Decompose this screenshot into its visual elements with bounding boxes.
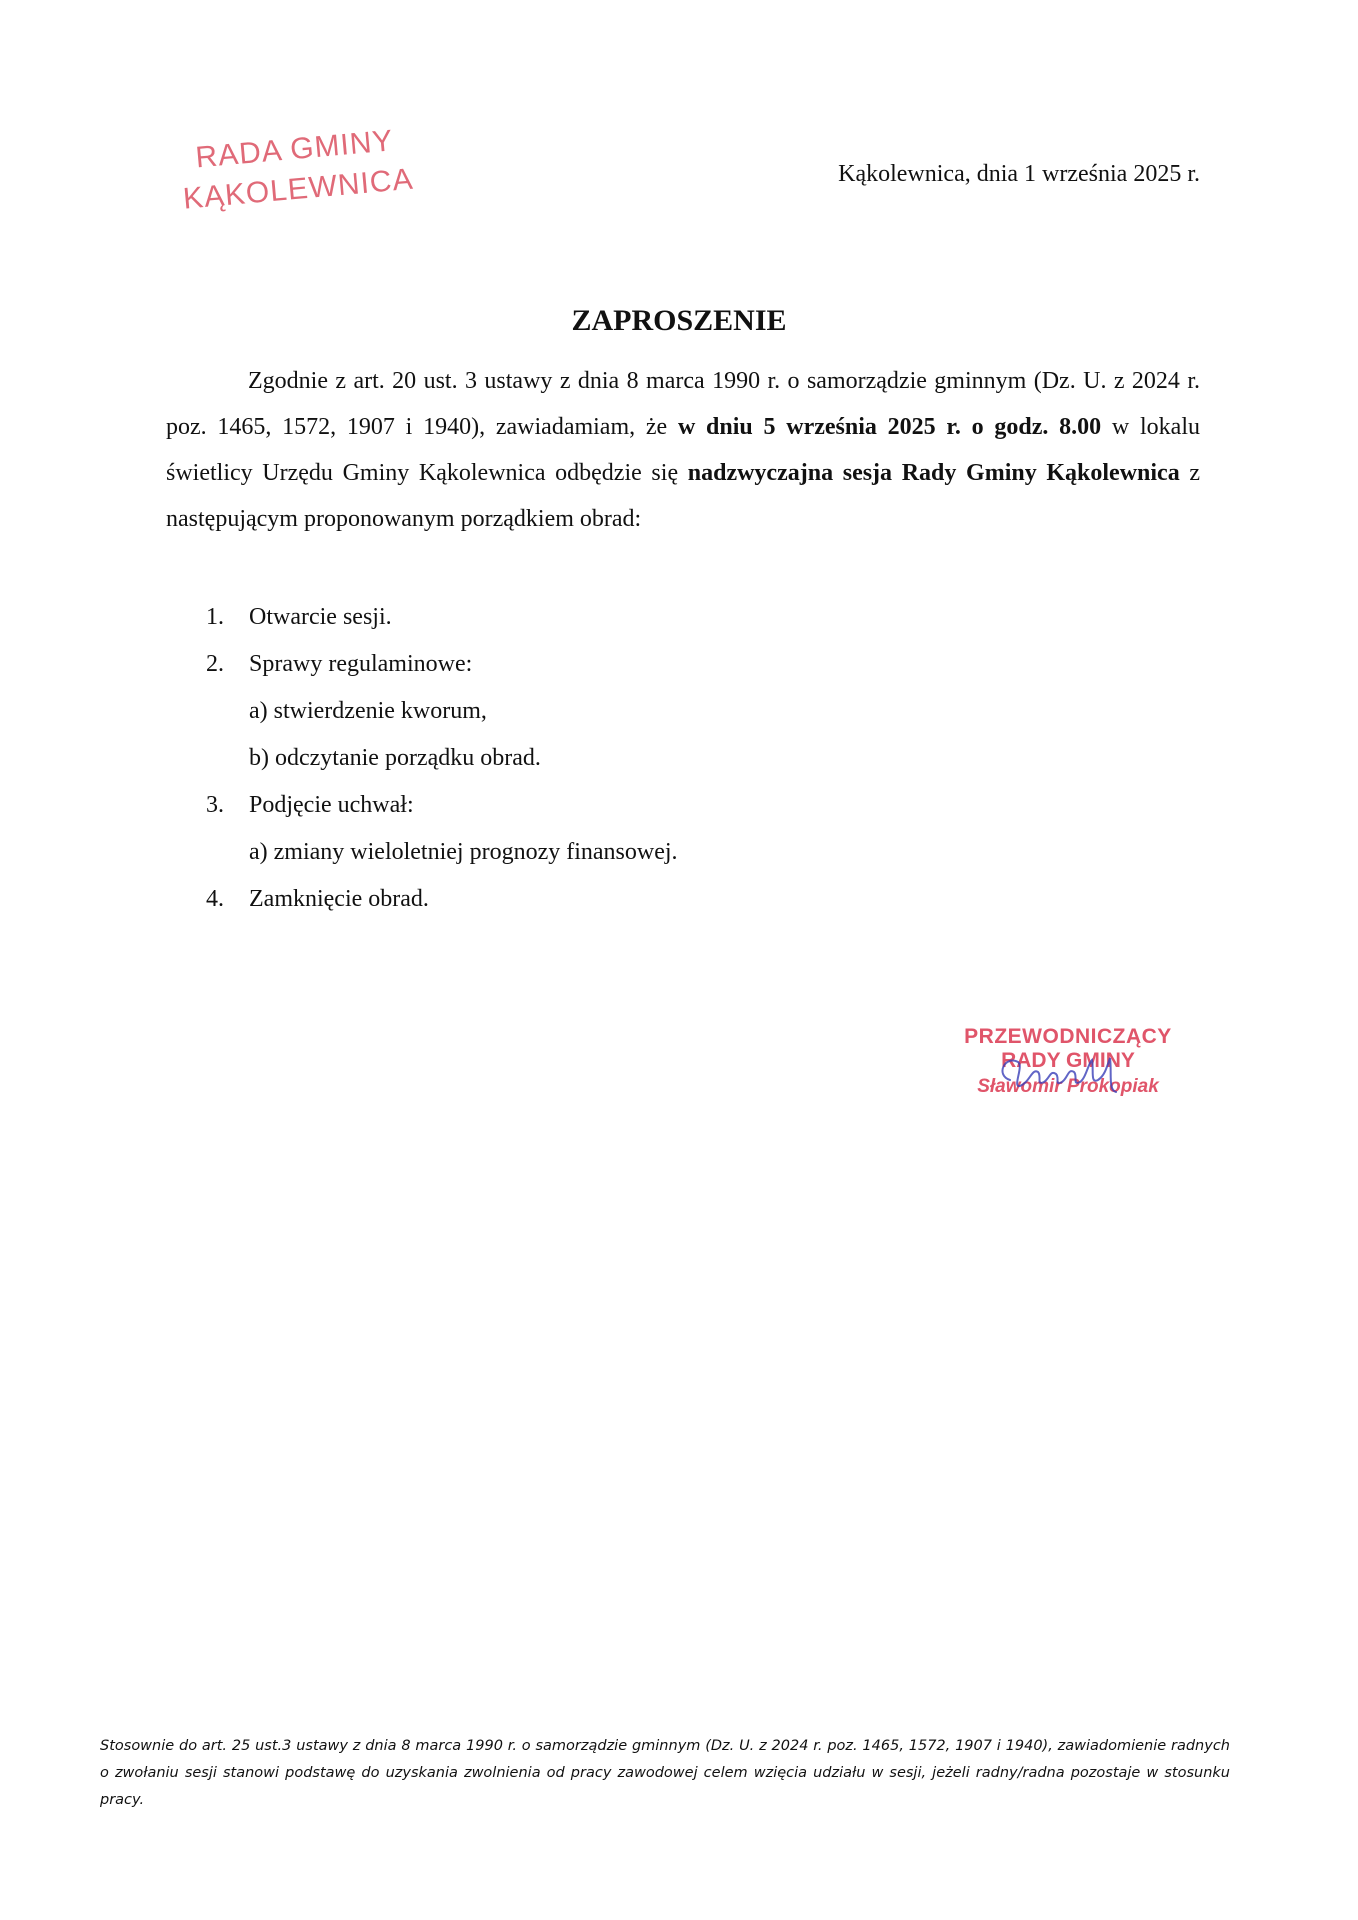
intro-text-3: z następującym proponowanym porządkiem obrad: (166, 460, 1201, 532)
agenda-subitem (206, 688, 1106, 735)
agenda-item-text: Zamknięcie obrad. (249, 886, 429, 912)
agenda-item-text: b) odczytanie porządku obrad. (249, 745, 541, 771)
intro-paragraph (166, 358, 1200, 542)
chairman-stamp-title: PRZEWODNICZĄCY (964, 1025, 1172, 1048)
agenda-item-text: Podjęcie uchwał: (249, 792, 414, 818)
agenda-item (206, 782, 1106, 829)
place-date: Kąkolewnica, dnia 1 września 2025 r. (838, 161, 1200, 187)
agenda-item-text: a) stwierdzenie kworum, (249, 698, 487, 724)
signature-stroke (1002, 1058, 1116, 1092)
intro-text-2: w lokalu świetlicy Urzędu Gminy Kąkolewnica odbędzie się (166, 414, 1200, 486)
handwritten-signature (990, 1050, 1140, 1100)
intro-date-time: w dniu 5 września 2025 r. o godz. 8.00 (677, 414, 1102, 440)
council-stamp-line2: KĄKOLEWNICA (181, 162, 415, 216)
chairman-stamp-name: Sławomir Prokopiak (977, 1076, 1159, 1097)
agenda-subitem (206, 829, 1106, 876)
intro-session-name: nadzwyczajna sesja Rady Gminy Kąkolewnica (687, 460, 1180, 486)
agenda-item (206, 594, 1106, 641)
footnote: Stosownie do art. 25 ust.3 ustawy z dnia 8 marca 1990 r. o samorządzie gminnym (Dz. U. z 2024 r. poz. 1465, 1572, 1907 i 1940), zawiadomienie radnych o zwołaniu sesji stanowi podstawę do uzyskania zwolnienia od pracy zawodowej celem wzięcia udziału w sesji, jeżeli radny/radna pozostaje w stosunku pracy. (100, 1738, 1230, 1808)
agenda-subitem (206, 735, 1106, 782)
agenda-item-text: a) zmiany wieloletniej prognozy finansowej. (249, 839, 678, 865)
agenda-item-text: Otwarcie sesji. (249, 604, 392, 630)
agenda-item-number: 2. (206, 651, 224, 677)
agenda-item-text: Sprawy regulaminowe: (249, 651, 473, 677)
agenda-item (206, 641, 1106, 688)
document-title: ZAPROSZENIE (571, 304, 787, 337)
chairman-stamp-body: RADY GMINY (1001, 1049, 1135, 1072)
agenda-list (206, 594, 1106, 923)
council-stamp (178, 118, 434, 219)
council-stamp-line1: RADA GMINY (194, 124, 395, 175)
intro-text-1: Zgodnie z art. 20 ust. 3 ustawy z dnia 8 marca 1990 r. o samorządzie gminnym (Dz. U. z 2024 r. poz. 1465, 1572, 1907 i 1940), zawiadamiam, że (166, 368, 1200, 440)
agenda-item (206, 876, 1106, 923)
agenda-item-number: 3. (206, 792, 224, 818)
agenda-item-number: 4. (206, 886, 224, 912)
agenda-item-number: 1. (206, 604, 224, 630)
